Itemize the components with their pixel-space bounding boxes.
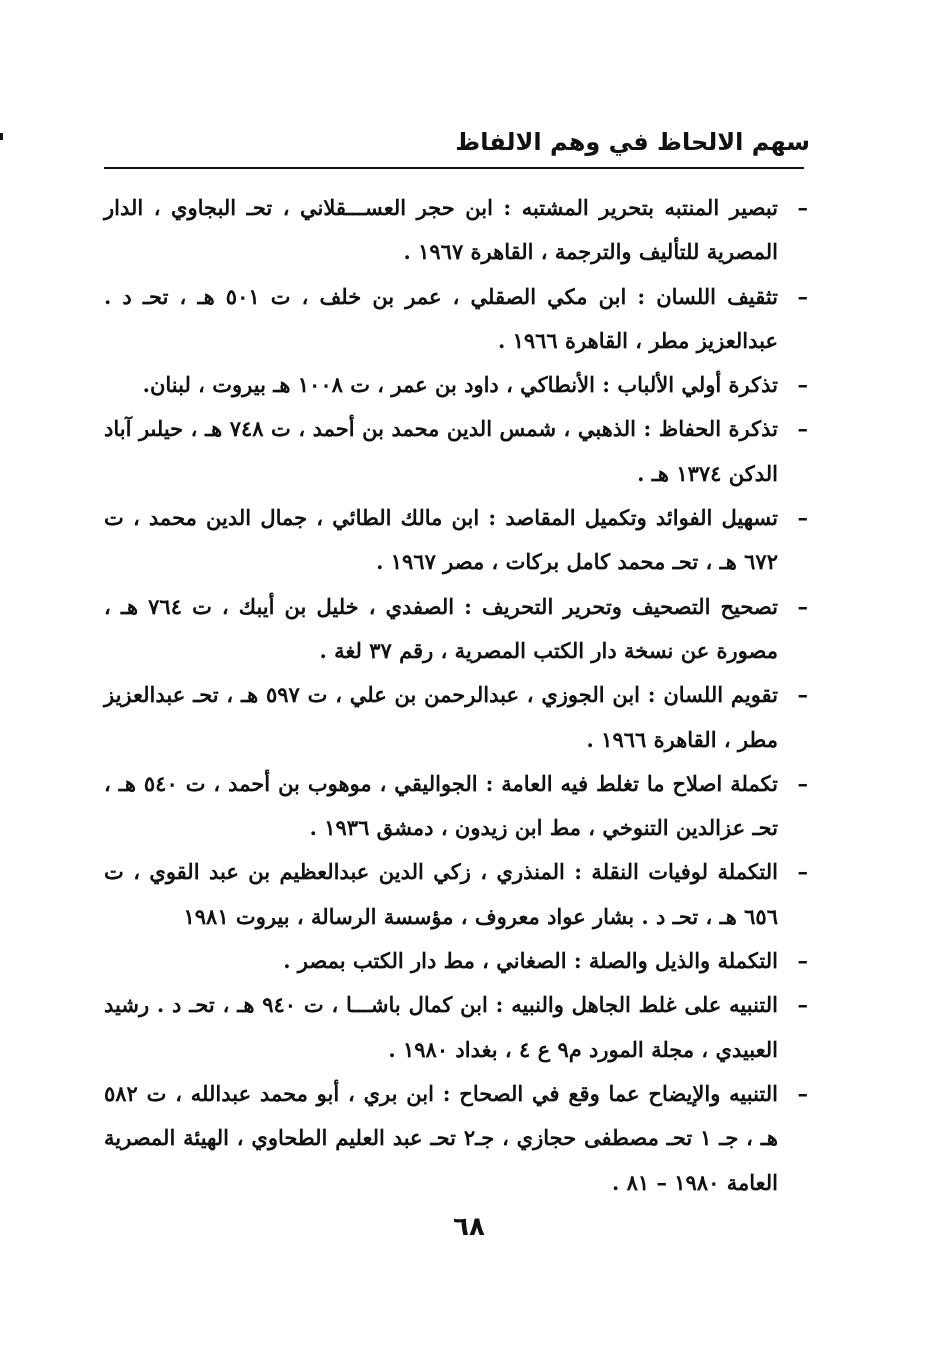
entry-dash: – — [797, 283, 808, 309]
entry-dash: – — [797, 593, 808, 619]
reference-entry — [104, 983, 808, 1072]
page-number: ٦٨ — [453, 1212, 485, 1242]
entry-text: تذكرة الحفاظ : الذهبي ، شمس الدين محمد بن أحمد ، ت ٧٤٨ هـ ، حيلىر آباد الدكن ١٣٧٤ هـ . — [104, 416, 778, 486]
running-header-title: سهم الالحاظ في وهم الالفاظ — [455, 128, 810, 156]
reference-entry — [104, 673, 808, 762]
entry-dash: – — [797, 992, 808, 1018]
entry-dash: – — [797, 1080, 808, 1106]
reference-entry — [104, 496, 808, 585]
entry-dash: – — [797, 416, 808, 442]
entry-text: تكملة اصلاح ما تغلط فيه العامة : الجواليقي ، موهوب بن أحمد ، ت ٥٤٠ هـ ، تحـ عزالدين التنوخي ، مط ابن زيدون ، دمشق ١٩٣٦ . — [104, 770, 778, 841]
reference-entry — [104, 762, 808, 851]
reference-entry — [104, 275, 808, 364]
entry-dash: – — [797, 372, 808, 398]
entry-text: التنبيه والإيضاح عما وقع في الصحاح : ابن بري ، أبو محمد عبدالله ، ت ٥٨٢ هـ ، جـ ١ تحـ مصطفى حجازي ، جـ٢ تحـ عبد العليم الطحاوي ، الهيئة المصرية العامة ١٩٨٠ – ٨١ . — [104, 1080, 778, 1195]
entry-text: التنبيه على غلط الجاهل والنبيه : ابن كمال باشـــا ، ت ٩٤٠ هـ ، تحـ د . رشيد العبيدي ، مجلة المورد م٩ ع ٤ ، بغداد ١٩٨٠ . — [104, 992, 778, 1062]
reference-list — [104, 186, 808, 1205]
reference-entry — [104, 939, 808, 983]
entry-dash: – — [797, 195, 808, 220]
entry-dash: – — [797, 682, 808, 708]
entry-text: تصحيح التصحيف وتحرير التحريف : الصفدي ، خليل بن أيبك ، ت ٧٦٤ هـ ، مصورة عن نسخة دار الكتب المصرية ، رقم ٣٧ لغة . — [104, 593, 778, 663]
entry-text: تقويم اللسان : ابن الجوزي ، عبدالرحمن بن علي ، ت ٥٩٧ هـ ، تحـ عبدالعزيز مطر ، القاهرة ١٩٦٦ . — [104, 682, 779, 752]
entry-dash: – — [797, 859, 808, 885]
reference-entry — [104, 850, 808, 939]
entry-text: التكملة لوفيات النقلة : المنذري ، زكي الدين عبدالعظيم بن عبد القوي ، ت ٦٥٦ هـ ، تحـ د . بشار عواد معروف ، مؤسسة الرسالة ، بيروت ١٩٨١ — [104, 859, 778, 929]
entry-text: تثقيف اللسان : ابن مكي الصقلي ، عمر بن خلف ، ت ٥٠١ هـ ، تحـ د . عبدالعزيز مطر ، القاهرة ١٩٦٦ . — [104, 283, 778, 353]
entry-dash: – — [797, 948, 808, 974]
reference-entry — [104, 186, 808, 275]
reference-entry — [104, 363, 808, 407]
entry-dash: – — [797, 770, 808, 796]
header-rule — [104, 167, 804, 169]
entry-text: تسهيل الفوائد وتكميل المقاصد : ابن مالك الطائي ، جمال الدين محمد ، ت ٦٧٢ هـ ، تحـ محمد كامل بركات ، مصر ١٩٦٧ . — [104, 505, 778, 575]
entry-text: تذكرة أولي الألباب : الأنطاكي ، داود بن عمر ، ت ١٠٠٨ هـ بيروت ، لبنان. — [142, 372, 778, 398]
entry-dash: – — [797, 505, 808, 531]
reference-entry — [104, 585, 808, 674]
reference-entry — [104, 1072, 808, 1205]
page-edge-mark — [0, 133, 3, 140]
entry-text: تبصير المنتبه بتحرير المشتبه : ابن حجر العســـقلاني ، تحـ البجاوي ، الدار المصرية للتأليف والترجمة ، القاهرة ١٩٦٧ . — [104, 195, 778, 265]
entry-text: التكملة والذيل والصلة : الصغاني ، مط دار الكتب بمصر . — [283, 948, 778, 974]
reference-entry — [104, 407, 808, 496]
